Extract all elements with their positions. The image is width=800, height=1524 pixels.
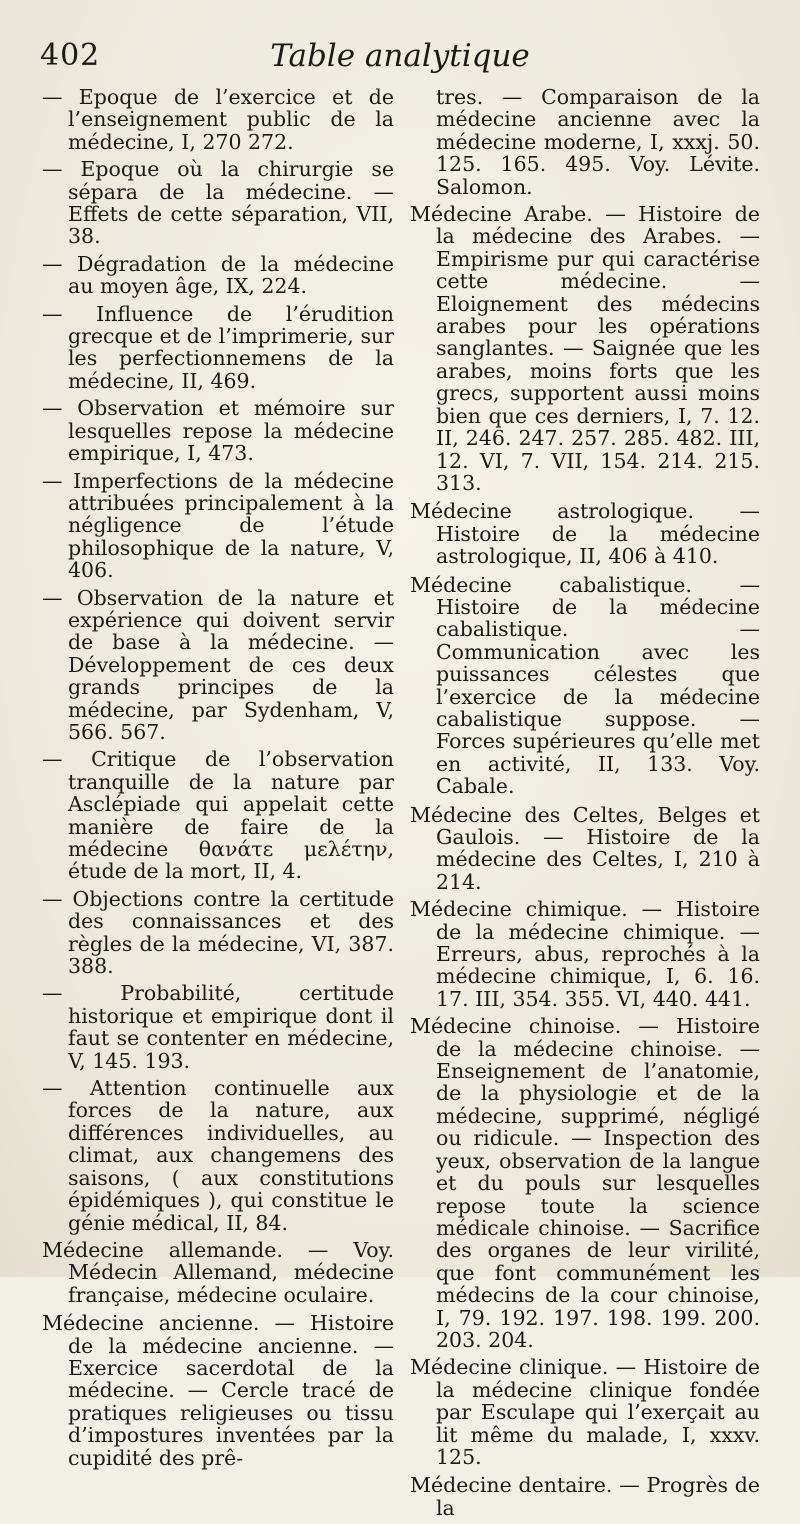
right-column xyxy=(410,86,760,1524)
index-heading-entry: Médecine chimique. — Histoire de la médecine chimique. — Erreurs, abus, reprochés à la médecine chimique, I, 6. 16. 17. III, 354. 355. VI, 440. 441. xyxy=(410,897,760,1011)
index-entry: — Critique de l’observation tranquille de la nature par Asclépiade qui appelait cette manière de faire de la médecine θανάτε μελέτην, étude de la mort, II, 4. xyxy=(42,747,394,884)
index-heading-entry: Médecine chinoise. — Histoire de la médecine chinoise. — Enseignement de l’anatomie, de la physiologie et de la médecine, supprimé, négligé ou ridicule. — Inspection des yeux, observation de la langue et du pouls sur lesquelles repose toute la science médicale chinoise. — Sacrifice des organes de leur virilité, que font communément les médecins de la cour chinoise, I, 79. 192. 197. 198. 199. 200. 203. 204. xyxy=(410,1014,760,1352)
index-heading-entry: Médecine ancienne. — Histoire de la médecine ancienne. — Exercice sacerdotal de la médecine. — Cercle tracé de pratiques religieuses ou tissu d’impostures inventées par la cupidité des prê- xyxy=(42,1311,394,1470)
index-entry: — Imperfections de la médecine attribuées principalement à la négligence de l’étude philosophique de la nature, V, 406. xyxy=(42,468,394,583)
index-entry: — Observation de la nature et expérience qui doivent servir de base à la médecine. — Développement de ces deux grands principes de la médecine, par Sydenham, V, 566. 567. xyxy=(42,585,394,744)
page-number: 402 xyxy=(40,38,101,73)
index-columns xyxy=(40,85,760,1520)
index-entry: — Influence de l’érudition grecque et de l’imprimerie, sur les perfectionnemens de la médecine, II, 469. xyxy=(42,301,394,393)
page-header xyxy=(40,38,760,82)
index-heading-entry: Médecine cabalistique. — Histoire de la médecine cabalistique. — Communication avec les puissances célestes que l’exercice de la médecine cabalistique suppose. — Forces supérieures qu’elle met en activité, II, 133. Voy. Cabale. xyxy=(410,572,760,799)
running-title: Table analytique xyxy=(270,38,530,74)
left-column xyxy=(42,86,394,1474)
index-entry: — Observation et mémoire sur lesquelles repose la médecine empirique, I, 473. xyxy=(42,396,394,466)
index-heading-entry: Médecine dentaire. — Progrès de la xyxy=(410,1473,760,1520)
index-heading-entry: Médecine des Celtes, Belges et Gaulois. — Histoire de la médecine des Celtes, I, 210 à 214. xyxy=(410,802,760,894)
index-heading-entry: Médecine Arabe. — Histoire de la médecine des Arabes. — Empirisme pur qui caractérise cette médecine. — Eloignement des médecins arabes pour les opérations sanglantes. — Saignée que les arabes, moins forts que les grecs, supportent aussi moins bien que ces derniers, I, 7. 12. II, 246. 247. 257. 285. 482. III, 12. VI, 7. VII, 154. 214. 215. 313. xyxy=(410,202,760,495)
index-entry: — Attention continuelle aux forces de la nature, aux différences individuelles, au climat, aux changemens des saisons, ( aux constitutions épidémiques ), qui constitue le génie médical, II, 84. xyxy=(42,1076,394,1235)
index-heading-entry: Médecine clinique. — Histoire de la médecine clinique fondée par Esculape qui l’exerçait au lit même du malade, I, xxxv. 125. xyxy=(410,1355,760,1469)
index-entry: — Epoque de l’exercice et de l’enseignement public de la médecine, I, 270 272. xyxy=(42,85,394,154)
index-entry: — Dégradation de la médecine au moyen âge, IX, 224. xyxy=(42,251,394,299)
index-entry: — Probabilité, certitude historique et empirique dont il faut se contenter en médecine, V, 145. 193. xyxy=(42,981,394,1073)
index-entry: — Objections contre la certitude des connaissances et des règles de la médecine, VI, 387. 388. xyxy=(42,886,394,979)
index-heading-entry: Médecine allemande. — Voy. Médecin Allemand, médecine française, médecine oculaire. xyxy=(42,1237,394,1307)
index-entry-continuation: tres. — Comparaison de la médecine ancienne avec la médecine moderne, I, xxxj. 50. 125. 165. 495. Voy. Lévite. Salomon. xyxy=(436,85,760,199)
index-heading-entry: Médecine astrologique. — Histoire de la médecine astrologique, II, 406 à 410. xyxy=(410,499,760,569)
index-entry: — Epoque où la chirurgie se sépara de la médecine. — Effets de cette séparation, VII, 38. xyxy=(42,157,394,249)
